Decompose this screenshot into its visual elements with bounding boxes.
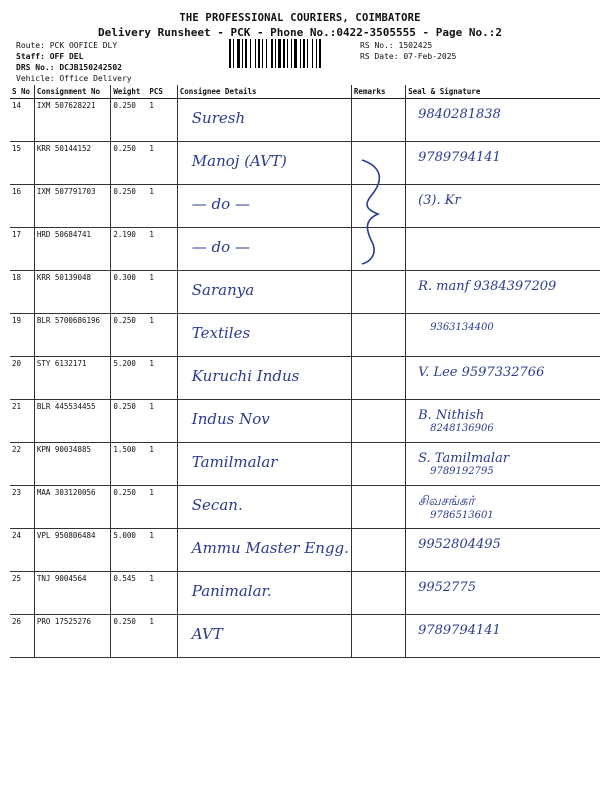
barcode-bar bbox=[233, 39, 234, 68]
cell-remarks bbox=[351, 572, 405, 615]
cell-sno: 16 bbox=[10, 185, 34, 228]
cell-sno: 17 bbox=[10, 228, 34, 271]
table-row bbox=[10, 615, 600, 658]
header-pcs: PCS bbox=[147, 85, 177, 99]
cell-sno: 20 bbox=[10, 357, 34, 400]
rs-date-text: RS Date: 07-Feb-2025 bbox=[360, 52, 457, 61]
cell-pcs: 1 bbox=[147, 228, 177, 271]
cell-remarks bbox=[351, 357, 405, 400]
handwritten-signature-line2: 8248136906 bbox=[430, 423, 494, 434]
barcode-bar bbox=[307, 39, 308, 68]
handwritten-signature: 9952804495 bbox=[418, 537, 501, 552]
cell-consignee bbox=[177, 615, 351, 658]
cell-consignee bbox=[177, 529, 351, 572]
handwritten-consignee: Panimalar. bbox=[191, 582, 272, 600]
runsheet-subtitle: Delivery Runsheet - PCK - Phone No.:0422-3505555 - Page No.:2 bbox=[98, 26, 502, 39]
cell-weight: 5.000 bbox=[111, 529, 148, 572]
cell-sno: 24 bbox=[10, 529, 34, 572]
header-remarks: Remarks bbox=[351, 85, 405, 99]
cell-consignee bbox=[177, 228, 351, 271]
cell-consignment-no: IXM 507628221 bbox=[34, 99, 111, 142]
table-row bbox=[10, 572, 600, 615]
cell-signature bbox=[406, 142, 600, 185]
vehicle-text: Vehicle: Office Delivery bbox=[16, 74, 132, 83]
handwritten-consignee: Suresh bbox=[191, 109, 246, 127]
cell-sno: 25 bbox=[10, 572, 34, 615]
cell-signature bbox=[406, 357, 600, 400]
table-row bbox=[10, 529, 600, 572]
table-row bbox=[10, 400, 600, 443]
cell-consignee bbox=[177, 572, 351, 615]
table-row bbox=[10, 185, 600, 228]
barcode-bar bbox=[237, 39, 240, 68]
handwritten-consignee: — do — bbox=[191, 195, 250, 213]
barcode-bar bbox=[275, 39, 276, 68]
cell-pcs: 1 bbox=[147, 271, 177, 314]
cell-weight: 0.250 bbox=[111, 185, 148, 228]
cell-pcs: 1 bbox=[147, 400, 177, 443]
barcode-bar bbox=[319, 39, 321, 68]
cell-signature bbox=[406, 400, 600, 443]
barcode-bar bbox=[250, 39, 251, 68]
cell-pcs: 1 bbox=[147, 486, 177, 529]
table-header-row bbox=[10, 85, 600, 99]
table-row bbox=[10, 357, 600, 400]
barcode-bar bbox=[312, 39, 313, 68]
cell-signature bbox=[406, 185, 600, 228]
barcode-bar bbox=[303, 39, 305, 68]
handwritten-consignee: — do — bbox=[191, 238, 250, 256]
cell-consignment-no: BLR 5700686196 bbox=[34, 314, 111, 357]
table-row bbox=[10, 314, 600, 357]
cell-consignment-no: KRR 50139048 bbox=[34, 271, 111, 314]
cell-consignee bbox=[177, 486, 351, 529]
cell-pcs: 1 bbox=[147, 185, 177, 228]
barcode-bar bbox=[278, 39, 281, 68]
cell-pcs: 1 bbox=[147, 615, 177, 658]
cell-consignee bbox=[177, 357, 351, 400]
cell-weight: 5.200 bbox=[111, 357, 148, 400]
cell-weight: 0.250 bbox=[111, 486, 148, 529]
barcode-bar bbox=[258, 39, 260, 68]
cell-consignment-no: KRR 50144152 bbox=[34, 142, 111, 185]
barcode-bar bbox=[266, 39, 267, 68]
header-consignee: Consignee Details bbox=[177, 85, 351, 99]
barcode-bar bbox=[245, 39, 247, 68]
cell-signature bbox=[406, 228, 600, 271]
cell-weight: 0.250 bbox=[111, 400, 148, 443]
handwritten-signature-line2: 9789192795 bbox=[430, 466, 494, 477]
cell-signature bbox=[406, 486, 600, 529]
cell-consignee bbox=[177, 185, 351, 228]
cell-remarks bbox=[351, 99, 405, 142]
cell-weight: 0.250 bbox=[111, 142, 148, 185]
cell-remarks bbox=[351, 529, 405, 572]
cell-signature bbox=[406, 615, 600, 658]
handwritten-consignee: Manoj (AVT) bbox=[191, 152, 287, 170]
handwritten-consignee: Kuruchi Indus bbox=[191, 367, 300, 385]
handwritten-signature: (3). Kr bbox=[418, 193, 461, 208]
handwritten-signature-line2: 9363134400 bbox=[430, 322, 494, 333]
cell-consignee bbox=[177, 271, 351, 314]
cell-consignment-no: STY 6132171 bbox=[34, 357, 111, 400]
handwritten-signature: R. manf 9384397209 bbox=[418, 279, 557, 294]
staff-text: Staff: OFF DEL bbox=[16, 52, 84, 61]
table-row bbox=[10, 271, 600, 314]
cell-remarks bbox=[351, 443, 405, 486]
cell-weight: 1.500 bbox=[111, 443, 148, 486]
barcode-bar bbox=[291, 39, 292, 68]
rs-no-text: RS No.: 1502425 bbox=[360, 41, 433, 50]
cell-remarks bbox=[351, 615, 405, 658]
cell-sno: 22 bbox=[10, 443, 34, 486]
cell-weight: 0.250 bbox=[111, 615, 148, 658]
handwritten-signature: சிவசங்கர் bbox=[418, 494, 475, 509]
cell-consignee bbox=[177, 142, 351, 185]
cell-sno: 21 bbox=[10, 400, 34, 443]
cell-weight: 0.545 bbox=[111, 572, 148, 615]
cell-consignment-no: PRO 17525276 bbox=[34, 615, 111, 658]
barcode-bar bbox=[262, 39, 263, 68]
table-row bbox=[10, 99, 600, 142]
handwritten-signature: 9952775 bbox=[418, 580, 476, 595]
cell-pcs: 1 bbox=[147, 142, 177, 185]
cell-pcs: 1 bbox=[147, 314, 177, 357]
cell-pcs: 1 bbox=[147, 443, 177, 486]
cell-weight: 0.250 bbox=[111, 314, 148, 357]
company-title: THE PROFESSIONAL COURIERS, COIMBATORE bbox=[179, 12, 421, 24]
handwritten-consignee: Secan. bbox=[191, 496, 243, 514]
cell-sno: 23 bbox=[10, 486, 34, 529]
barcode-bar bbox=[283, 39, 285, 68]
cell-consignment-no: IXM 507791703 bbox=[34, 185, 111, 228]
barcode-bar bbox=[255, 39, 256, 68]
cell-consignment-no: MAA 303120056 bbox=[34, 486, 111, 529]
cell-pcs: 1 bbox=[147, 529, 177, 572]
handwritten-consignee: Indus Nov bbox=[191, 410, 270, 428]
cell-sno: 26 bbox=[10, 615, 34, 658]
cell-weight: 0.300 bbox=[111, 271, 148, 314]
cell-remarks bbox=[351, 228, 405, 271]
table-row bbox=[10, 228, 600, 271]
drs-text: DRS No.: DCJB150242502 bbox=[16, 63, 122, 72]
header-weight: Weight bbox=[111, 85, 148, 99]
barcode-bar bbox=[287, 39, 288, 68]
table-row bbox=[10, 486, 600, 529]
cell-remarks bbox=[351, 314, 405, 357]
cell-consignee bbox=[177, 99, 351, 142]
cell-consignment-no: KPN 90034885 bbox=[34, 443, 111, 486]
header-consignment: Consignment No bbox=[34, 85, 111, 99]
handwritten-signature: 9789794141 bbox=[418, 150, 501, 165]
cell-sno: 19 bbox=[10, 314, 34, 357]
barcode-bar bbox=[300, 39, 301, 68]
header-seal: Seal & Signature bbox=[406, 85, 600, 99]
handwritten-consignee: Ammu Master Engg. bbox=[191, 539, 349, 557]
barcode-bar bbox=[271, 39, 273, 68]
runsheet-meta-right bbox=[360, 40, 456, 62]
cell-sno: 18 bbox=[10, 271, 34, 314]
handwritten-signature: B. Nithish bbox=[418, 408, 485, 423]
cell-remarks bbox=[351, 142, 405, 185]
cell-consignment-no: BLR 445534455 bbox=[34, 400, 111, 443]
cell-remarks bbox=[351, 185, 405, 228]
handwritten-signature: 9840281838 bbox=[418, 107, 501, 122]
barcode-image bbox=[229, 39, 353, 68]
cell-consignee bbox=[177, 314, 351, 357]
cell-remarks bbox=[351, 486, 405, 529]
handwritten-signature-line2: 9786513601 bbox=[430, 510, 494, 521]
cell-consignment-no: HRD 50684741 bbox=[34, 228, 111, 271]
runsheet-meta-left bbox=[16, 40, 132, 84]
header-sno: S No bbox=[10, 85, 34, 99]
cell-weight: 2.190 bbox=[111, 228, 148, 271]
handwritten-signature: S. Tamilmalar bbox=[418, 451, 510, 466]
handwritten-signature: 9789794141 bbox=[418, 623, 501, 638]
cell-pcs: 1 bbox=[147, 99, 177, 142]
cell-pcs: 1 bbox=[147, 357, 177, 400]
cell-signature bbox=[406, 572, 600, 615]
barcode-bar bbox=[229, 39, 231, 68]
cell-signature bbox=[406, 271, 600, 314]
cell-remarks bbox=[351, 400, 405, 443]
handwritten-consignee: Saranya bbox=[191, 281, 255, 299]
table-row bbox=[10, 443, 600, 486]
cell-signature bbox=[406, 99, 600, 142]
handwritten-consignee: Textiles bbox=[191, 324, 251, 342]
handwritten-consignee: Tamilmalar bbox=[191, 453, 278, 471]
cell-sno: 14 bbox=[10, 99, 34, 142]
cell-pcs: 1 bbox=[147, 572, 177, 615]
barcode-bar bbox=[316, 39, 317, 68]
cell-remarks bbox=[351, 271, 405, 314]
cell-consignee bbox=[177, 400, 351, 443]
handwritten-consignee: AVT bbox=[191, 625, 223, 643]
cell-consignment-no: TNJ 9004564 bbox=[34, 572, 111, 615]
cell-signature bbox=[406, 443, 600, 486]
cell-signature bbox=[406, 529, 600, 572]
cell-weight: 0.250 bbox=[111, 99, 148, 142]
route-text: Route: PCK OOFICE DLY bbox=[16, 41, 118, 50]
barcode-bar bbox=[294, 39, 297, 68]
cell-consignee bbox=[177, 443, 351, 486]
barcode-bar bbox=[242, 39, 243, 68]
cell-signature bbox=[406, 314, 600, 357]
table-row bbox=[10, 142, 600, 185]
cell-sno: 15 bbox=[10, 142, 34, 185]
cell-consignment-no: VPL 950806484 bbox=[34, 529, 111, 572]
runsheet-table bbox=[10, 85, 600, 658]
handwritten-signature: V. Lee 9597332766 bbox=[418, 365, 545, 380]
